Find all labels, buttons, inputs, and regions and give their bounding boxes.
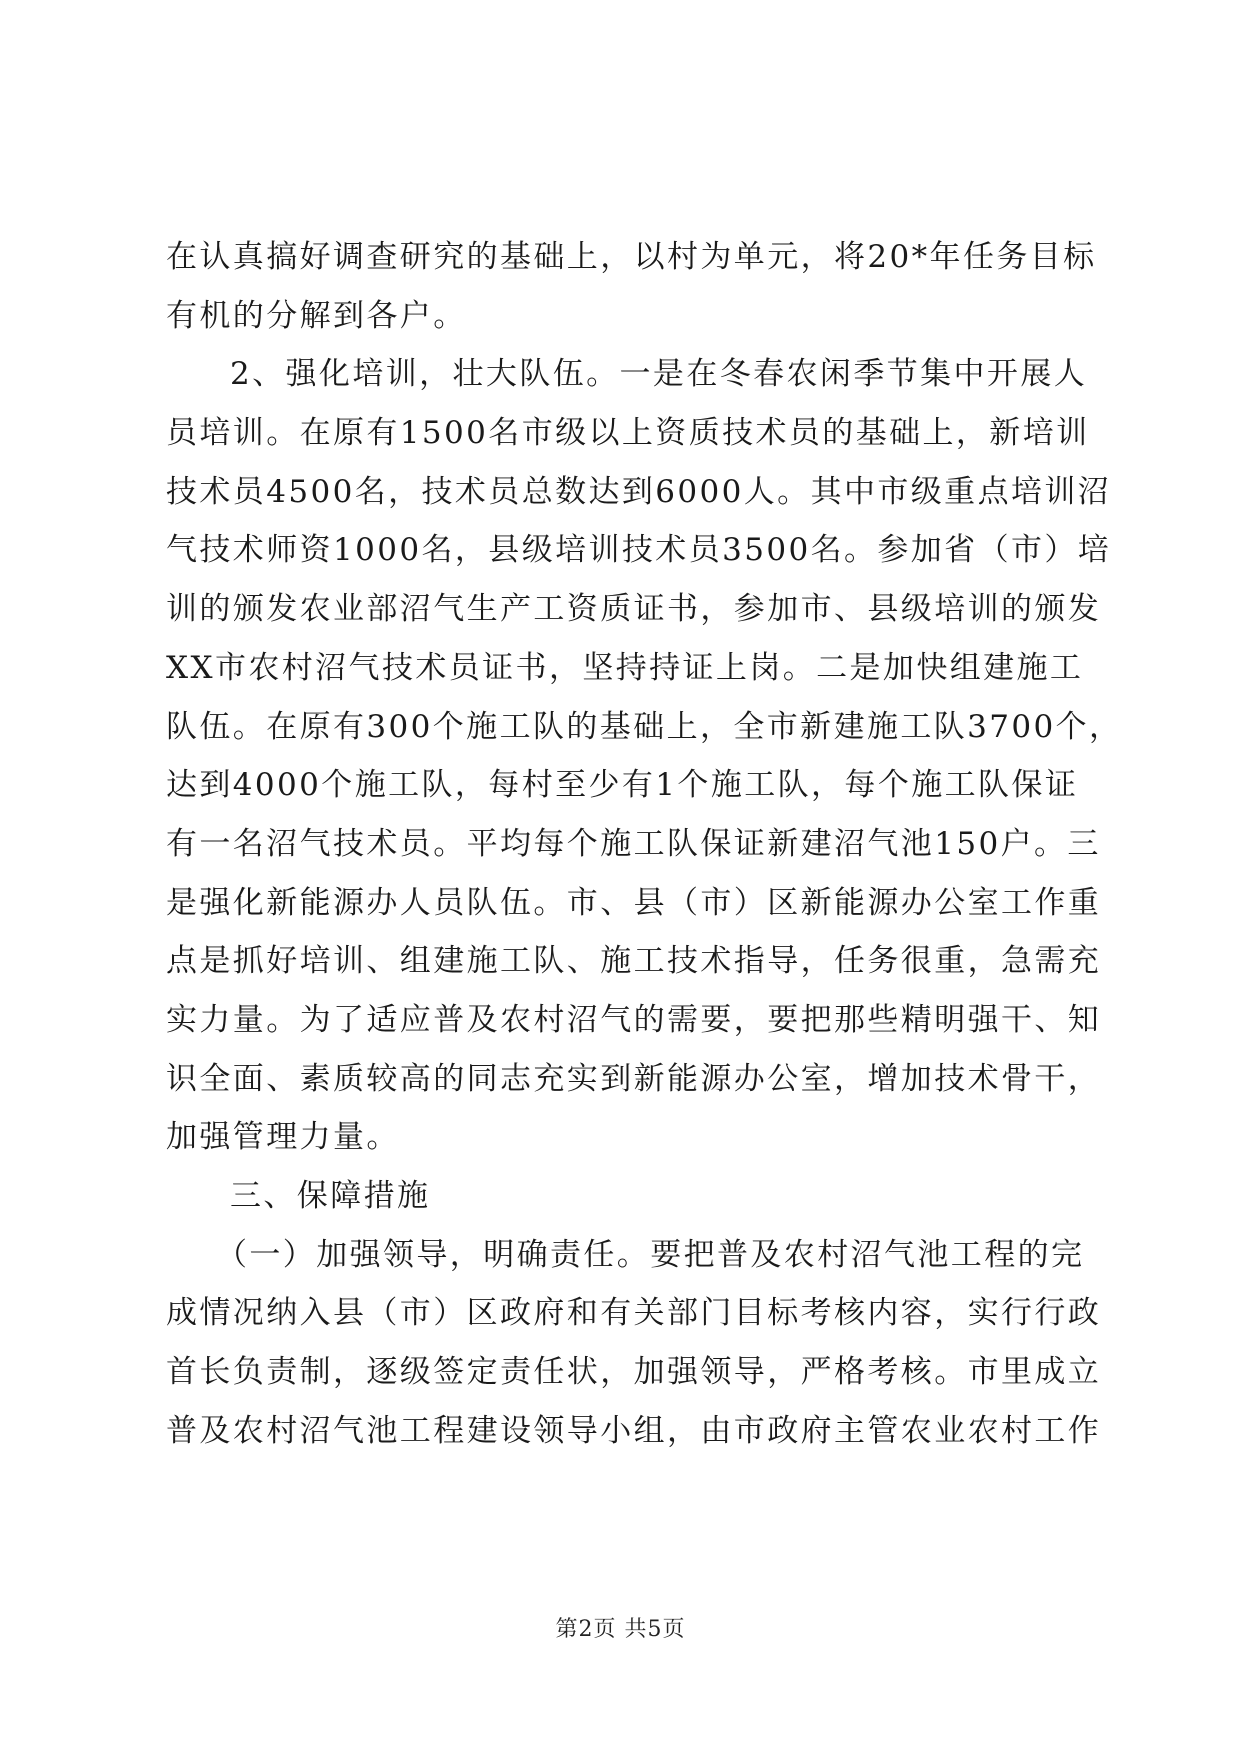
- text-line: 队伍。在原有300个施工队的基础上，全市新建施工队3700个，: [166, 708, 1123, 745]
- body-text: [166, 228, 1123, 1460]
- text-line: 加强管理力量。: [166, 1119, 400, 1156]
- text-line: 员培训。在原有1500名市级以上资质技术员的基础上，新培训: [166, 415, 1090, 452]
- text-line: 训的颁发农业部沼气生产工资质证书，参加市、县级培训的颁发: [166, 591, 1102, 628]
- text-line: （一）加强领导，明确责任。要把普及农村沼气池工程的完: [216, 1236, 1085, 1273]
- text-line: 实力量。为了适应普及农村沼气的需要，要把那些精明强干、知: [166, 1001, 1102, 1038]
- text-line: 普及农村沼气池工程建设领导小组，由市政府主管农业农村工作: [166, 1412, 1102, 1449]
- text-line: 三、保障措施: [230, 1178, 431, 1214]
- text-line: 识全面、素质较高的同志充实到新能源办公室，增加技术骨干，: [166, 1060, 1102, 1097]
- text-line: 点是抓好培训、组建施工队、施工技术指导，任务很重，急需充: [166, 943, 1102, 980]
- text-line: 达到4000个施工队，每村至少有1个施工队，每个施工队保证: [166, 767, 1079, 804]
- text-line: 有机的分解到各户。: [166, 297, 467, 334]
- text-line: XX市农村沼气技术员证书，坚持持证上岗。二是加快组建施工: [166, 649, 1084, 686]
- text-line: 有一名沼气技术员。平均每个施工队保证新建沼气池150户。三: [166, 825, 1101, 862]
- text-line: 在认真搞好调查研究的基础上，以村为单元，将20*年任务目标: [166, 239, 1097, 275]
- text-line: 是强化新能源办人员队伍。市、县（市）区新能源办公室工作重: [166, 884, 1102, 921]
- text-line: 气技术师资1000名，县级培训技术员3500名。参加省（市）培: [166, 532, 1112, 569]
- text-line: 技术员4500名，技术员总数达到6000人。其中市级重点培训沼: [166, 473, 1112, 510]
- text-line: 首长负责制，逐级签定责任状，加强领导，严格考核。市里成立: [166, 1354, 1102, 1391]
- text-line: 2、强化培训，壮大队伍。一是在冬春农闲季节集中开展人: [230, 356, 1088, 393]
- page-footer: 第2页 共5页: [555, 1617, 686, 1642]
- text-line: 成情况纳入县（市）区政府和有关部门目标考核内容，实行行政: [166, 1295, 1102, 1332]
